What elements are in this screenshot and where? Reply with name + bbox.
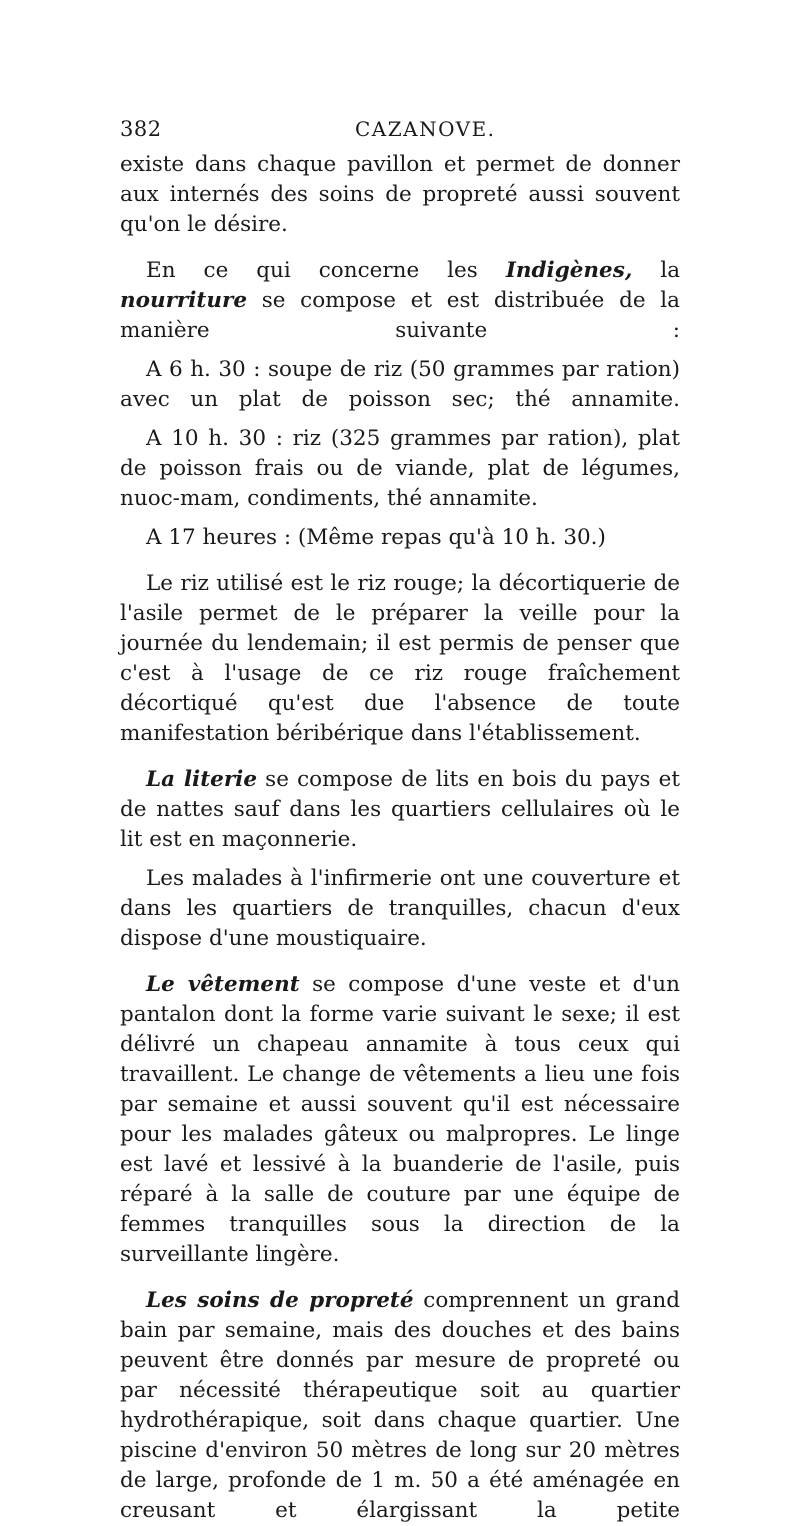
paragraph-nourriture [120,256,680,346]
meal-item-midday: A 10 h. 30 : riz (325 grammes par ration), plat de poisson frais ou de viande, plat de légumes, nuoc-mam, condiments, thé annamite. [120,426,680,511]
italic-term-vetement: Le vêtement [146,972,300,997]
italic-term-indigenes: Indigènes, [505,258,633,283]
meal-item-evening: A 17 heures : (Même repas qu'à 10 h. 30.) [146,525,606,550]
running-head: CAZANOVE. [355,117,496,141]
paragraph-riz: Le riz utilisé est le riz rouge; la décortiquerie de l'asile permet de le préparer la veille pour la journée du lendemain; il est permis de penser que c'est à l'usage de ce riz rouge fraîchement décortiqué qu'est due l'absence de toute manifestation béribérique dans l'établissement. [120,571,680,746]
paragraph-soins-proprete [120,1286,680,1526]
italic-term-nourriture: nourriture [120,288,247,313]
paragraph-text: se compose d'une veste et d'un pantalon dont la forme varie suivant le sexe; il est délivré un chapeau annamite à tous ceux qui travaillent. Le change de vêtements a lieu une fois par semaine et aussi souvent qu'il est nécessaire pour les malades gâteux ou malpropres. Le linge est lavé et lessivé à la buanderie de l'asile, puis réparé à la salle de couture par une équipe de femmes tranquilles sous la direction de la surveillante lingère. [120,972,681,1267]
paragraph-text: la [632,258,681,283]
italic-term-literie: La literie [146,767,257,792]
paragraph-vetement [120,970,680,1270]
paragraph-couverture: Les malades à l'infirmerie ont une couverture et dans les quartiers de tranquilles, chacun d'eux dispose d'une moustiquaire. [120,866,680,951]
italic-term-soins: Les soins de propreté [146,1288,414,1313]
paragraph-text: se compose de lits en bois du pays et de nattes sauf dans les quartiers cellulaires où le lit est en maçonnerie. [120,767,681,852]
paragraph-literie [120,765,680,855]
paragraph-text: En ce qui concerne les [146,258,506,283]
paragraph-text: comprennent un grand bain par semaine, mais des douches et des bains peuvent être donnés par mesure de propreté ou par nécessité thérapeutique soit au quartier hydrothérapique, soit dans chaque quartier. Une piscine d'environ 50 mètres de long sur 20 mètres de large, profonde de 1 m. 50 a été aménagée en creusant et élargissant la petite [120,1288,680,1523]
page-header [120,117,680,151]
meal-item-morning: A 6 h. 30 : soupe de riz (50 grammes par ration) avec un plat de poisson sec; thé annamite. [120,357,680,412]
page-number: 382 [120,117,162,141]
paragraph-continuation: existe dans chaque pavillon et permet de donner aux internés des soins de propreté aussi souvent qu'on le désire. [120,152,680,237]
page-body [120,150,680,1526]
paragraph-text: se compose et est distribuée de la manière suivante : [120,288,680,343]
